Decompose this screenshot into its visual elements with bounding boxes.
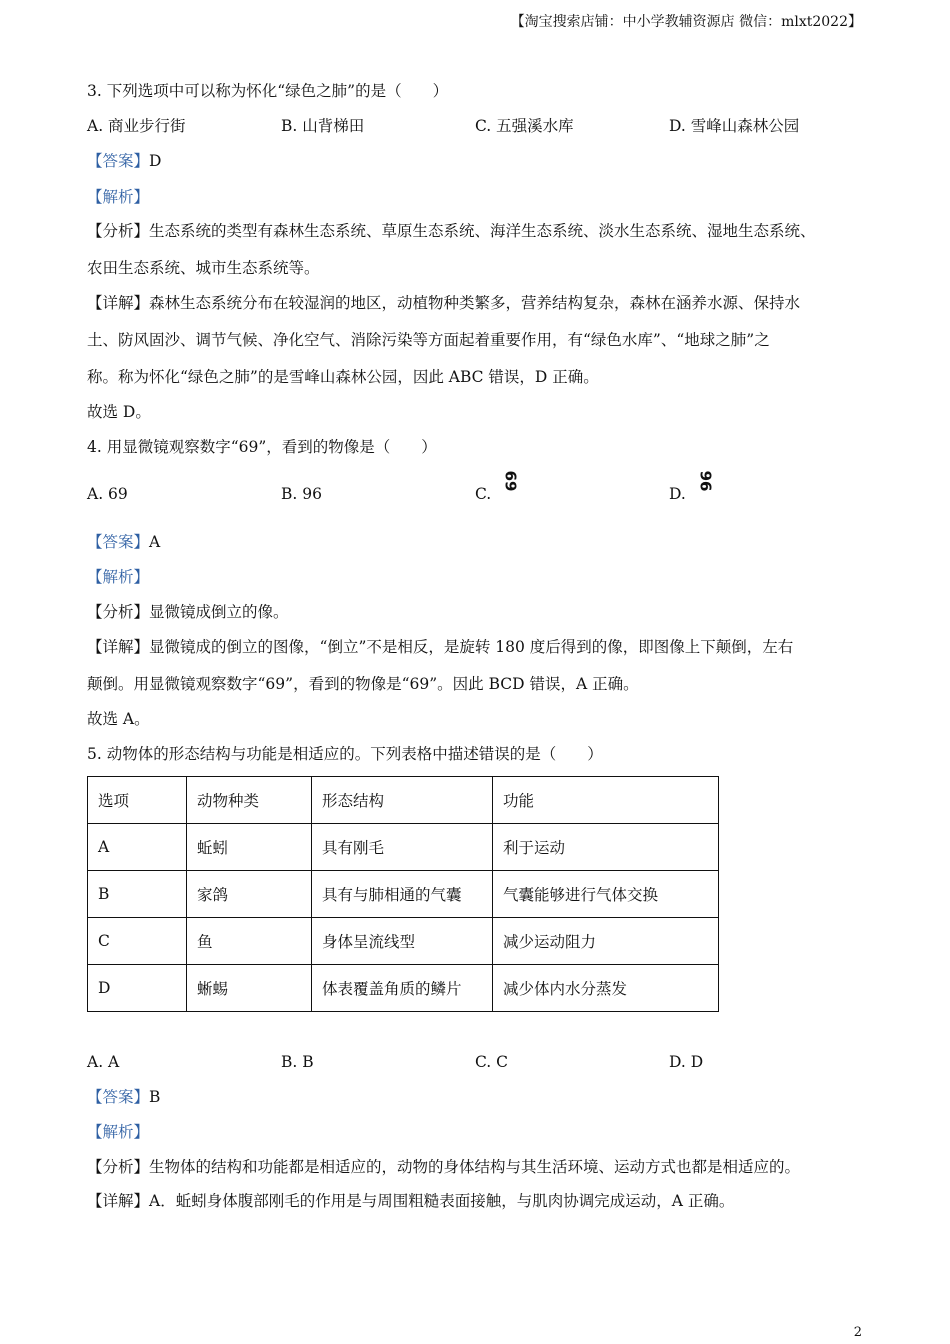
q3-detail-line-3: 称。称为怀化“绿色之肺”的是雪峰山森林公园，因此 ABC 错误，D 正确。 [87,368,599,386]
q3-option-c: C. 五强溪水库 [475,117,574,135]
table-header-cell: 选项 [88,777,187,824]
q4-detail-line-1 [87,637,793,657]
detail-tag: 【详解】 [87,294,150,312]
q4-analysis-tag: 【解析】 [87,568,150,586]
fenxi-tag: 【分析】 [87,603,150,621]
q4-option-c-label: C. [475,485,492,503]
table-cell: C [88,918,187,965]
table-cell: A [88,824,187,871]
table-cell: 身体呈流线型 [312,918,493,965]
fenxi-tag: 【分析】 [87,222,150,240]
table-cell: 气囊能够进行气体交换 [493,871,719,918]
q3-fenxi-line-1 [87,221,816,241]
rotated-69-glyph: 69 [501,470,520,492]
fenxi-text: 生物体的结构和功能都是相适应的，动物的身体结构与其生活环境、运动方式也都是相适应的。 [149,1158,801,1176]
page-number: 2 [853,1325,862,1340]
q3-option-a: A. 商业步行街 [87,117,186,135]
table-cell: 减少运动阻力 [493,918,719,965]
q5-answer [87,1087,160,1107]
q4-detail-line-2: 颠倒。用显微镜观察数字“69”，看到的物像是“69”。因此 BCD 错误，A 正确。 [87,675,639,693]
detail-tag: 【详解】 [87,638,150,656]
q5-option-a: A. A [87,1053,120,1071]
q4-option-c [475,470,520,504]
q4-option-d-label: D. [669,485,686,503]
q5-stem: 5. 动物体的形态结构与功能是相适应的。下列表格中描述错误的是（ ） [87,745,603,763]
answer-value: A [149,533,161,551]
q5-option-b: B. B [281,1053,314,1071]
q5-analysis-tag: 【解析】 [87,1123,150,1141]
q3-stem: 3. 下列选项中可以称为怀化“绿色之肺”的是（ ） [87,82,449,100]
answer-tag: 【答案】 [87,1088,150,1106]
q3-analysis-tag: 【解析】 [87,188,150,206]
table-row [88,871,719,918]
table-row [88,824,719,871]
table-cell: 利于运动 [493,824,719,871]
q4-option-b: B. 96 [281,485,322,503]
detail-text: 森林生态系统分布在较湿润的地区，动植物种类繁多，营养结构复杂，森林在涵养水源、保持水 [149,294,801,312]
table-header-row [88,777,719,824]
q4-option-a: A. 69 [87,485,128,503]
fenxi-text: 生态系统的类型有森林生态系统、草原生态系统、海洋生态系统、淡水生态系统、湿地生态系统、 [149,222,816,240]
fenxi-tag: 【分析】 [87,1158,150,1176]
q3-detail-line-2: 土、防风固沙、调节气候、净化空气、消除污染等方面起着重要作用，有“绿色水库”、“地球之肺”之 [87,331,770,349]
q3-conclusion: 故选 D。 [87,403,151,421]
table-cell: 体表覆盖角质的鳞片 [312,965,493,1012]
table-row [88,965,719,1012]
answer-tag: 【答案】 [87,152,150,170]
page-header: 【淘宝搜索店铺：中小学教辅资源店 微信：mlxt2022】 [510,14,862,30]
table-cell: 鱼 [187,918,312,965]
q3-option-d: D. 雪峰山森林公园 [669,117,800,135]
table-cell: 具有刚毛 [312,824,493,871]
q5-fenxi [87,1157,800,1177]
table-cell: B [88,871,187,918]
q3-option-b: B. 山背梯田 [281,117,365,135]
q5-option-c: C. C [475,1053,509,1071]
table-row [88,918,719,965]
table-header-cell: 功能 [493,777,719,824]
detail-tag: 【详解】 [87,1192,150,1210]
q5-detail-line-1 [87,1191,734,1211]
detail-text: 显微镜成的倒立的图像，“倒立”不是相反，是旋转 180 度后得到的像，即图像上下颠倒，左右 [149,638,794,656]
table-header-cell: 形态结构 [312,777,493,824]
table-cell: 具有与肺相通的气囊 [312,871,493,918]
q4-fenxi [87,602,289,622]
q4-option-d [669,470,715,504]
fenxi-text: 显微镜成倒立的像。 [149,603,289,621]
q3-answer [87,151,161,171]
table-header-cell: 动物种类 [187,777,312,824]
table-cell: D [88,965,187,1012]
table-cell: 家鸽 [187,871,312,918]
rotated-96-glyph: 96 [696,470,715,492]
q4-conclusion: 故选 A。 [87,710,150,728]
detail-text: A．蚯蚓身体腹部刚毛的作用是与周围粗糙表面接触，与肌肉协调完成运动，A 正确。 [149,1192,735,1210]
answer-value: B [149,1088,161,1106]
q3-fenxi-line-2: 农田生态系统、城市生态系统等。 [87,259,320,277]
table-cell: 减少体内水分蒸发 [493,965,719,1012]
answer-value: D [149,152,162,170]
q4-stem: 4. 用显微镜观察数字“69”，看到的物像是（ ） [87,438,437,456]
table-cell: 蜥蜴 [187,965,312,1012]
q4-answer [87,532,160,552]
q5-option-d: D. D [669,1053,704,1071]
q5-table [87,776,719,1012]
answer-tag: 【答案】 [87,533,150,551]
table-cell: 蚯蚓 [187,824,312,871]
q3-detail-line-1 [87,293,800,313]
